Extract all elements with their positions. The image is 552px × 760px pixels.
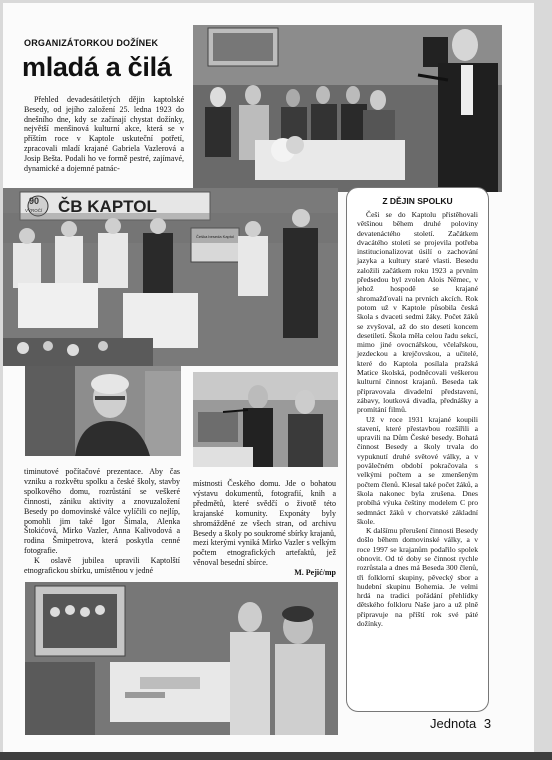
photo-speaker-at-event [193, 25, 502, 192]
article-paragraph: timinutové počítačové prezentace. Aby čas vzniku a rozkvětu spolku a české školy, stavby spolkového domu, rozrůstání se veškeré činnosti, zániku aktivity a znovuzaložení Besedy po domovinské válce vylíčili co nejlíp, pomohli jim také Igor Šimala, Alenka Štokićová, Mirko Vazler, Anna Kalivodová a rodina Šmitpetrova, která poskytla cenné fotografie. [24, 467, 180, 556]
sidebar-paragraph: Češi se do Kaptolu přistěhovali většinou během druhé poloviny devatenáctého století. Začátkem dvacátého století se projevila potřeba institucionalizovat úsilí o zachování jazyka a kultury staré vlasti. Besedu založili začátkem roku 1923 a prvním předsedou byl zvolen Alois Němec, v jehož hospodě se krajané shromažďovali na prvních akcích. Rok potom už v Kaptole působila česká škola s dvaceti sedmi žáky. Počet žáků se zvyšoval, až do sto deseti koncem desetiletí. Škola měla celou řadu sekcí, mimo jiné ovocnářskou, včelařskou, jezdeckou a krejčovskou, a učitelé, které do Kaptola posílala pražská Matice školská, podněcovali veškerou kulturní činnost krajanů. Beseda tak připravovala divadelní představení, zábavy, loutková divadla, přednášky a promítání filmů. [357, 210, 478, 415]
sidebar-title: Z DĚJIN SPOLKU [382, 196, 453, 206]
banner-title: ČB KAPTOL [58, 197, 157, 216]
article-kicker: ORGANIZÁTORKOU DOŽÍNEK [24, 38, 159, 48]
article-signature: M. Pejić/mp [294, 568, 336, 578]
publication-name: Jednota [430, 716, 477, 731]
scan-edge [0, 752, 552, 760]
page-footer [430, 716, 491, 731]
photo-elderly-woman [25, 366, 181, 456]
photo-folklore-group-banner [3, 188, 338, 366]
photo-elderly-guests [25, 582, 338, 735]
banner-small-sign: Češka beseda Kaptol [195, 234, 235, 239]
sidebar-paragraph: K dalšímu přerušení činnosti Besedy došlo během domovinské války, a v roce 1997 se krajanům podařilo spolek obnovit. Od té doby se činnost rychle rozrůstala a dnes má Beseda 300 členů, tři folklorní skupiny, pěvecký sbor a hudební skupinu Bohemia. Je velmi hrdá na tradici pořádání přehlídky dětského folkloru Naše jaro a už plně připravuje na příští rok své páté dožínky. [357, 526, 478, 629]
article-column-2 [193, 479, 336, 578]
page-number: 3 [483, 716, 492, 731]
article-headline: mladá a čilá [22, 52, 172, 82]
article-column-1 [24, 467, 180, 576]
banner-anniversary-number: 90 [29, 196, 40, 206]
history-sidebar [346, 187, 489, 712]
photo-exhibition-viewers [193, 372, 338, 467]
banner-anniversary-word: VÝROČÍ [25, 208, 43, 213]
sidebar-paragraph: Už v roce 1931 krajané koupili stavení, které přestavbou rozšířili a upravili na Dům České besedy. Bohatá činnost Besedy a školy trvala do vypuknutí druhé světové války, a v povälečném období pokračovala s velkými počtem a se zmenšeným počtem členů. Klesal také počet žáků, a škola nakonec byla zrušena. Dnes probíhá výuka češtiny modelem C pro sedmnáct žáků v chorvatské základní škole. [357, 414, 478, 526]
article-intro: Přehled devadesátiletých dějin kaptolské Besedy, od jejího založení 25. ledna 1923 do dnešního dne, kdy se začínají chystat dožínky, největší menšinová kulturní akce, která se v příštím roce v Kaptole uskuteční potřetí, zpracovali mladí krajané Gabriela Vazlerová a Josip Bešta. Podali ho ve formě pestré, zajímavé, dynamické a dojemné patnác- [24, 95, 184, 173]
article-paragraph: K oslavě jubilea upravili Kaptolští etnografickou sbírku, umístěnou v jedné [24, 556, 180, 576]
article-paragraph: místnosti Českého domu. Jde o bohatou výstavu dokumentů, fotografií, knih a předmětů, které svědčí o životě této krajanské komunity. Exponáty byly shromážděné ze všech stran, od archivu Besedy a školy po soukromé sbírky krajanů, mezi kterými vyniká Mirko Vazler s velkým počtem etnografických artefaktů, jež věnoval besední sbírce. [193, 479, 336, 568]
